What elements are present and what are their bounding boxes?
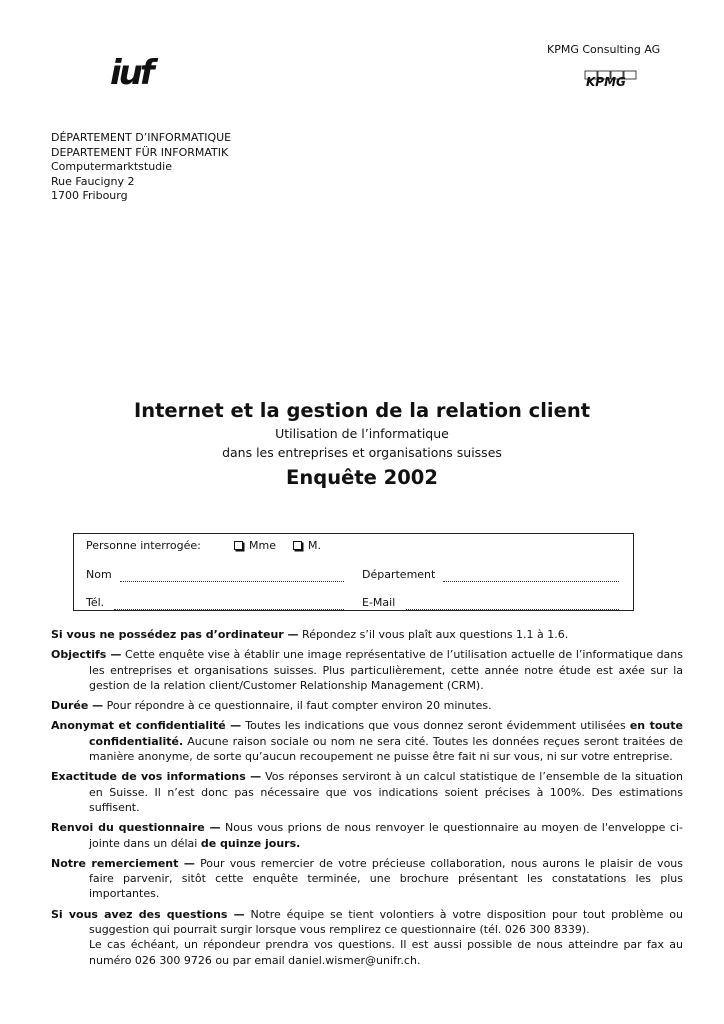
option-mme[interactable] (234, 539, 276, 552)
section-thanks: Notre remerciement — Pour vous remercier de votre précieuse collaboration, nous aurons le plaisir de vous faire parvenir, sitôt cette enquête terminée, une brochure présentant les constatations les plus importantes. (51, 856, 684, 901)
section-questions: Si vous avez des questions — Notre équipe se tient volontiers à votre disposition pour tout problème ou suggestion qui pourrait surgir lorsque vous remplirez ce questionnaire (tél. 026 300 8339). Le cas échéant, un répondeur prendra vos questions. Il est aussi possible de nous atteindre par fax au numéro 026 300 9726 ou par email daniel.wismer@unifr.ch. (51, 907, 683, 967)
address-line: 1700 Fribourg (51, 189, 128, 203)
main-title: Internet et la gestion de la relation client (133, 399, 591, 422)
address-line: Computermarktstudie (51, 160, 172, 174)
survey-year-title: Enquête 2002 (286, 466, 438, 489)
option-mme-label: Mme (249, 539, 276, 552)
section-accuracy: Exactitude de vos informations — Vos réponses serviront à un calcul statistique de l’ensemble de la situation en Suisse. Il n’est donc pas nécessaire que vos indications soient précises à 100%. Des estimations suffisent. (51, 770, 683, 814)
phone-label: Tél. (86, 596, 105, 609)
department-label: Département (362, 568, 436, 581)
section-objectives: Objectifs — Cette enquête vise à établir une image représentative de l’utilisation actuelle de l’informatique dans les entreprises et organisations suisses. Plus particulièrement, cette année notre étude est axée sur la gestion de la relation client/Customer Relationship Management (CRM). (51, 648, 683, 692)
company-name: KPMG Consulting AG (547, 43, 661, 56)
address-line: DEPARTEMENT FÜR INFORMATIK (51, 145, 229, 159)
address-line: DÉPARTEMENT D’INFORMATIQUE (51, 131, 232, 144)
kpmg-logo (584, 70, 640, 90)
name-label: Nom (86, 568, 112, 581)
option-m[interactable] (293, 539, 321, 552)
checkbox-mme[interactable] (234, 541, 243, 550)
svg-text:iuf: iuf (110, 54, 152, 90)
phone-field[interactable] (114, 609, 344, 610)
section-no-computer: Si vous ne possédez pas d’ordinateur — Répondez s’il vous plaît aux questions 1.1 à 1.6. (51, 628, 569, 641)
department-field[interactable] (443, 581, 619, 582)
section-return: Renvoi du questionnaire — Nous vous prions de nous renvoyer le questionnaire au moyen de l'enveloppe ci-jointe dans un délai de quinze jours. (51, 821, 684, 850)
respondent-form (73, 533, 634, 611)
address-line: Rue Faucigny 2 (51, 174, 135, 188)
name-field[interactable] (120, 581, 344, 582)
option-m-label: M. (308, 539, 321, 552)
section-anonymity: Anonymat et confidentialité — Toutes les indications que vous donnez seront évidemment utilisées en toute confidentialité. Aucune raison sociale ou nom ne sera cité. Toutes les données reçues seront traitées de manière anonyme, de sorte qu’aucun recoupement ne puisse être fait ni sur vous, ni sur votre entreprise. (51, 719, 683, 764)
address-block (51, 131, 231, 204)
section-duration: Durée — Pour répondre à ce questionnaire, il faut compter environ 20 minutes. (51, 699, 492, 713)
checkbox-m[interactable] (293, 541, 302, 550)
person-label: Personne interrogée: (86, 539, 201, 552)
email-field[interactable] (406, 609, 619, 610)
email-label: E-Mail (362, 596, 396, 609)
svg-text:KPMG: KPMG (586, 75, 626, 89)
questions-continuation: Le cas échéant, un répondeur prendra vos questions. Il est aussi possible de nous atteindre par fax au numéro 026 300 9726 ou par email daniel.wismer@unifr.ch. (89, 938, 683, 967)
instructions (51, 627, 683, 973)
iuf-logo (108, 54, 174, 90)
title-block (0, 398, 724, 491)
subtitle-line-2: dans les entreprises et organisations suisses (222, 445, 502, 460)
subtitle-line-1: Utilisation de l’informatique (275, 426, 449, 441)
